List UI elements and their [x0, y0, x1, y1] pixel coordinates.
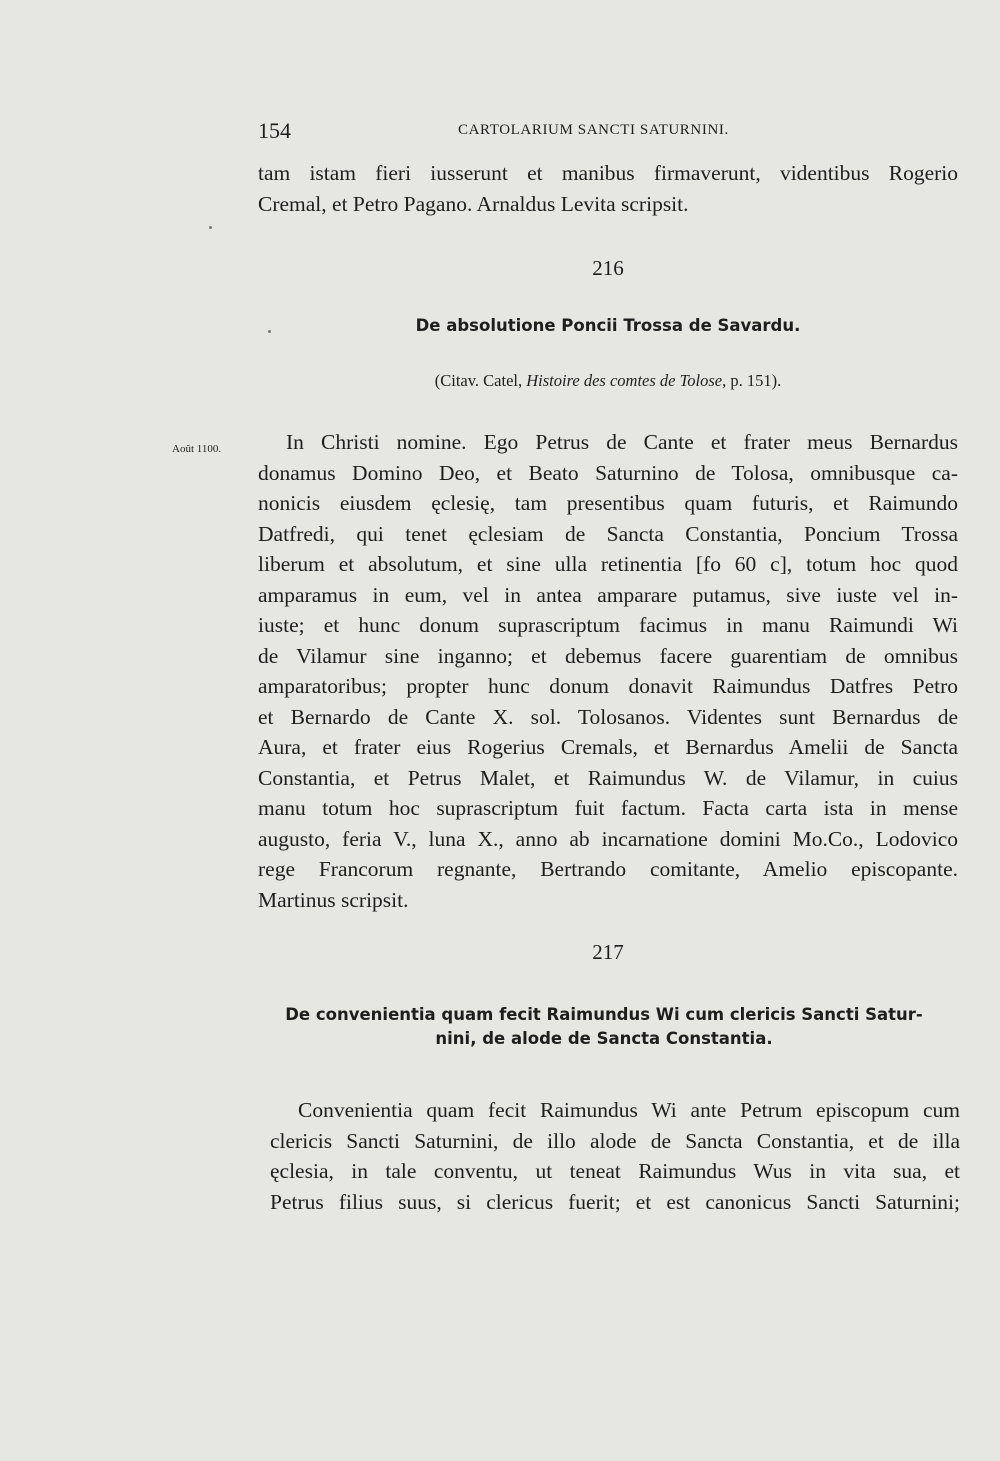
charter-heading: De absolutione Poncii Trossa de Savardu.: [415, 316, 801, 335]
text-line: Petrus filius suus, si clericus fuerit; et est canonicus Sancti Saturnini;: [270, 1189, 960, 1214]
text-line: rege Francorum regnante, Bertrando comitante, Amelio episcopante.: [258, 857, 958, 881]
text-line: amparamus in eum, vel in antea amparare putamus, sive iuste vel in-: [258, 582, 958, 607]
text-line: clericis Sancti Saturnini, de illo alode de Sancta Constantia, et de illa: [270, 1128, 960, 1153]
charter-heading: [240, 1003, 968, 1051]
charter-body: [270, 1095, 960, 1217]
text-line: Aura, et frater eius Rogerius Cremals, et Bernardus Amelii de Sancta: [258, 735, 958, 759]
text-line: liberum et absolutum, et sine ulla retinentia [fo 60 c], totum hoc quod: [258, 552, 958, 576]
heading-line: nini, de alode de Sancta Constantia.: [435, 1029, 773, 1048]
margin-date: Août 1100.: [172, 443, 222, 455]
ink-speck: [268, 330, 271, 333]
text-line: Martinus scripsit.: [258, 887, 409, 912]
page-number: 154: [258, 118, 291, 143]
text-line: de Vilamur sine inganno; et debemus facere guarentiam de omnibus: [258, 643, 958, 668]
ink-speck: [209, 226, 212, 229]
text-line: donamus Domino Deo, et Beato Saturnino de Tolosa, omnibusque ca-: [258, 460, 958, 485]
text-line: In Christi nomine. Ego Petrus de Cante et frater meus Bernardus: [286, 430, 958, 454]
text-line: tam istam fieri iusserunt et manibus firmaverunt, videntibus Rogerio: [258, 161, 958, 185]
text-line: manu totum hoc suprascriptum fuit factum. Facta carta ista in mense: [258, 796, 958, 820]
heading-line: De convenientia quam fecit Raimundus Wi cum clericis Sancti Satur-: [285, 1005, 923, 1024]
text-line: Datfredi, qui tenet ęclesiam de Sancta Constantia, Poncium Trossa: [258, 521, 958, 546]
text-line: iuste; et hunc donum suprascriptum facimus in manu Raimundi Wi: [258, 613, 958, 637]
running-header: [258, 118, 958, 148]
running-title: CARTOLARIUM SANCTI SATURNINI.: [458, 122, 729, 138]
text-line: Convenientia quam fecit Raimundus Wi ante Petrum episcopum cum: [298, 1098, 960, 1122]
text-line: ęclesia, in tale conventu, ut teneat Raimundus Wus in vita sua, et: [270, 1159, 960, 1183]
charter-number: 217: [592, 940, 624, 964]
charter-body: [258, 427, 958, 915]
text-line: Cremal, et Petro Pagano. Arnaldus Levita scripsit.: [258, 191, 689, 216]
text-line: augusto, feria V., luna X., anno ab incarnatione domini Mo.Co., Lodovico: [258, 826, 958, 851]
continuation-text: [258, 158, 958, 219]
text-line: et Bernardo de Cante X. sol. Tolosanos. Videntes sunt Bernardus de: [258, 704, 958, 729]
citation: (Citav. Catel, Histoire des comtes de Tolose, p. 151).: [434, 371, 782, 390]
text-line: Constantia, et Petrus Malet, et Raimundus W. de Vilamur, in cuius: [258, 765, 958, 790]
text-line: nonicis eiusdem ęclesię, tam presentibus quam futuris, et Raimundo: [258, 491, 958, 515]
text-line: amparatoribus; propter hunc donum donavit Raimundus Datfres Petro: [258, 674, 958, 698]
charter-number: 216: [592, 256, 624, 280]
